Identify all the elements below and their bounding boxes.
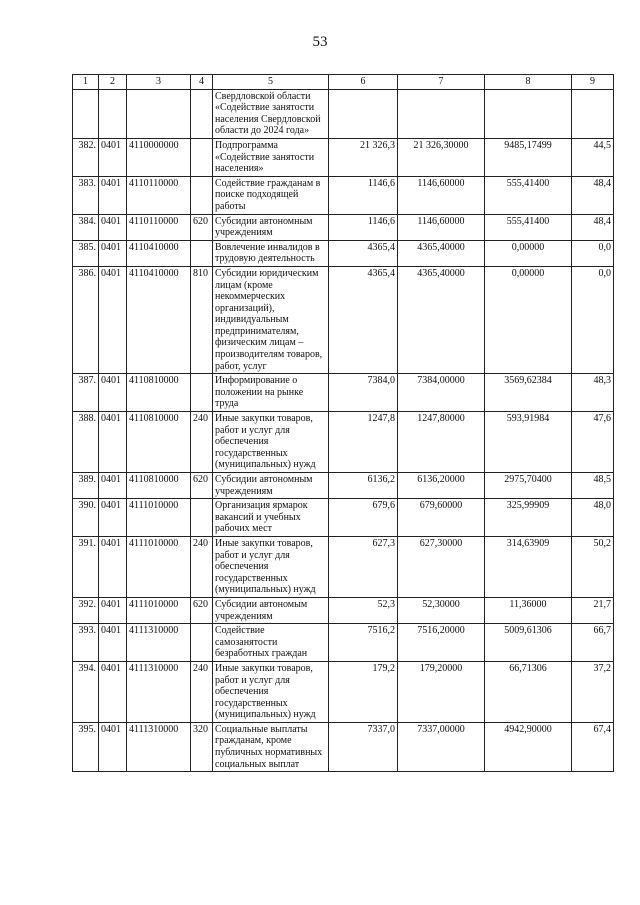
expense-type-cell: 620: [191, 473, 213, 499]
column-header: 5: [213, 75, 329, 90]
actual-amount-cell: 593,91984: [485, 412, 572, 473]
planned-amount-cell: [329, 89, 398, 138]
table-row: [73, 176, 614, 214]
actual-amount-cell: 2975,70400: [485, 473, 572, 499]
execution-percent-cell: 48,5: [572, 473, 614, 499]
planned-exact-cell: 4365,40000: [398, 240, 485, 266]
section-code-cell: 0401: [99, 624, 127, 662]
column-number-header-row: [73, 75, 614, 90]
target-article-cell: 4110810000: [127, 374, 191, 412]
execution-percent-cell: [572, 89, 614, 138]
section-code-cell: 0401: [99, 597, 127, 623]
table-row: [73, 374, 614, 412]
row-number-cell: 384.: [73, 214, 99, 240]
item-name-cell: Информирование о положении на рынке труда: [213, 374, 329, 412]
expense-type-cell: 620: [191, 597, 213, 623]
execution-percent-cell: 48,0: [572, 499, 614, 537]
execution-percent-cell: 48,4: [572, 176, 614, 214]
actual-amount-cell: 0,00000: [485, 266, 572, 373]
planned-amount-cell: 52,3: [329, 597, 398, 623]
section-code-cell: 0401: [99, 240, 127, 266]
actual-amount-cell: 325,99909: [485, 499, 572, 537]
row-number-cell: 391.: [73, 536, 99, 597]
table-row: [73, 624, 614, 662]
expense-type-cell: 240: [191, 661, 213, 722]
row-number-cell: 388.: [73, 412, 99, 473]
item-name-cell: Содействие самозанятости безработных граждан: [213, 624, 329, 662]
actual-amount-cell: 314,63909: [485, 536, 572, 597]
table-row: [73, 597, 614, 623]
row-number-cell: 395.: [73, 722, 99, 771]
section-code-cell: 0401: [99, 661, 127, 722]
target-article-cell: 4110110000: [127, 214, 191, 240]
actual-amount-cell: 11,36000: [485, 597, 572, 623]
table-row: [73, 722, 614, 771]
item-name-cell: Подпрограмма «Содействие занятости населения»: [213, 138, 329, 176]
table-row: [73, 473, 614, 499]
column-header: 6: [329, 75, 398, 90]
row-number-cell: 383.: [73, 176, 99, 214]
target-article-cell: 4110000000: [127, 138, 191, 176]
item-name-cell: Свердловской области «Содействие занятости населения Свердловской области до 2024 года»: [213, 89, 329, 138]
item-name-cell: Содействие гражданам в поиске подходящей работы: [213, 176, 329, 214]
table-row: [73, 240, 614, 266]
planned-exact-cell: 4365,40000: [398, 266, 485, 373]
expense-type-cell: [191, 240, 213, 266]
target-article-cell: 4111010000: [127, 597, 191, 623]
table-row: [73, 266, 614, 373]
expense-type-cell: [191, 624, 213, 662]
target-article-cell: 4111310000: [127, 624, 191, 662]
section-code-cell: 0401: [99, 722, 127, 771]
row-number-cell: 386.: [73, 266, 99, 373]
column-header: 4: [191, 75, 213, 90]
row-number-cell: 382.: [73, 138, 99, 176]
planned-amount-cell: 21 326,3: [329, 138, 398, 176]
column-header: 9: [572, 75, 614, 90]
planned-exact-cell: 7337,00000: [398, 722, 485, 771]
planned-amount-cell: 7384,0: [329, 374, 398, 412]
planned-exact-cell: 52,30000: [398, 597, 485, 623]
target-article-cell: 4110410000: [127, 240, 191, 266]
planned-exact-cell: 1146,60000: [398, 176, 485, 214]
section-code-cell: 0401: [99, 176, 127, 214]
planned-exact-cell: 179,20000: [398, 661, 485, 722]
item-name-cell: Иные закупки товаров, работ и услуг для обеспечения государственных (муниципальных) нужд: [213, 661, 329, 722]
actual-amount-cell: 555,41400: [485, 214, 572, 240]
execution-percent-cell: 50,2: [572, 536, 614, 597]
actual-amount-cell: 555,41400: [485, 176, 572, 214]
item-name-cell: Организация ярмарок вакансий и учебных рабочих мест: [213, 499, 329, 537]
column-header: 2: [99, 75, 127, 90]
table-row: [73, 661, 614, 722]
table-row: [73, 499, 614, 537]
expense-type-cell: [191, 89, 213, 138]
target-article-cell: 4110810000: [127, 412, 191, 473]
planned-exact-cell: 7384,00000: [398, 374, 485, 412]
planned-amount-cell: 679,6: [329, 499, 398, 537]
column-header: 8: [485, 75, 572, 90]
column-header: 7: [398, 75, 485, 90]
planned-exact-cell: 7516,20000: [398, 624, 485, 662]
actual-amount-cell: 9485,17499: [485, 138, 572, 176]
target-article-cell: [127, 89, 191, 138]
planned-amount-cell: 4365,4: [329, 266, 398, 373]
row-number-cell: 393.: [73, 624, 99, 662]
planned-amount-cell: 179,2: [329, 661, 398, 722]
row-number-cell: 387.: [73, 374, 99, 412]
section-code-cell: 0401: [99, 138, 127, 176]
planned-amount-cell: 1146,6: [329, 176, 398, 214]
execution-percent-cell: 48,4: [572, 214, 614, 240]
planned-exact-cell: 679,60000: [398, 499, 485, 537]
planned-amount-cell: 7516,2: [329, 624, 398, 662]
table-row: [73, 536, 614, 597]
item-name-cell: Иные закупки товаров, работ и услуг для обеспечения государственных (муниципальных) нужд: [213, 412, 329, 473]
item-name-cell: Субсидии юридическим лицам (кроме некоммерческих организаций), индивидуальным предпринимателям, физическим лицам – производителям товаров, работ, услуг: [213, 266, 329, 373]
execution-percent-cell: 67,4: [572, 722, 614, 771]
column-header: 1: [73, 75, 99, 90]
section-code-cell: [99, 89, 127, 138]
planned-amount-cell: 4365,4: [329, 240, 398, 266]
target-article-cell: 4110810000: [127, 473, 191, 499]
target-article-cell: 4111010000: [127, 536, 191, 597]
expense-type-cell: [191, 176, 213, 214]
execution-percent-cell: 0,0: [572, 266, 614, 373]
execution-percent-cell: 0,0: [572, 240, 614, 266]
target-article-cell: 4110410000: [127, 266, 191, 373]
planned-amount-cell: 6136,2: [329, 473, 398, 499]
expense-type-cell: 620: [191, 214, 213, 240]
item-name-cell: Субсидии автономным учреждениям: [213, 214, 329, 240]
row-number-cell: 390.: [73, 499, 99, 537]
expense-type-cell: 240: [191, 412, 213, 473]
planned-amount-cell: 1146,6: [329, 214, 398, 240]
section-code-cell: 0401: [99, 536, 127, 597]
actual-amount-cell: [485, 89, 572, 138]
column-header: 3: [127, 75, 191, 90]
row-number-cell: 385.: [73, 240, 99, 266]
row-number-cell: 394.: [73, 661, 99, 722]
expense-type-cell: 240: [191, 536, 213, 597]
table-row: [73, 89, 614, 138]
section-code-cell: 0401: [99, 412, 127, 473]
actual-amount-cell: 66,71306: [485, 661, 572, 722]
planned-amount-cell: 627,3: [329, 536, 398, 597]
table-row: [73, 214, 614, 240]
planned-exact-cell: 627,30000: [398, 536, 485, 597]
planned-exact-cell: [398, 89, 485, 138]
execution-percent-cell: 37,2: [572, 661, 614, 722]
execution-percent-cell: 21,7: [572, 597, 614, 623]
section-code-cell: 0401: [99, 266, 127, 373]
planned-exact-cell: 1247,80000: [398, 412, 485, 473]
expense-type-cell: [191, 374, 213, 412]
target-article-cell: 4111310000: [127, 661, 191, 722]
expense-type-cell: 810: [191, 266, 213, 373]
section-code-cell: 0401: [99, 374, 127, 412]
actual-amount-cell: 3569,62384: [485, 374, 572, 412]
expense-type-cell: [191, 499, 213, 537]
target-article-cell: 4110110000: [127, 176, 191, 214]
row-number-cell: 389.: [73, 473, 99, 499]
row-number-cell: 392.: [73, 597, 99, 623]
item-name-cell: Иные закупки товаров, работ и услуг для обеспечения государственных (муниципальных) нужд: [213, 536, 329, 597]
section-code-cell: 0401: [99, 499, 127, 537]
expense-type-cell: 320: [191, 722, 213, 771]
planned-exact-cell: 6136,20000: [398, 473, 485, 499]
execution-percent-cell: 47,6: [572, 412, 614, 473]
actual-amount-cell: 5009,61306: [485, 624, 572, 662]
item-name-cell: Вовлечение инвалидов в трудовую деятельность: [213, 240, 329, 266]
target-article-cell: 4111010000: [127, 499, 191, 537]
page-number: 53: [312, 34, 328, 50]
execution-percent-cell: 66,7: [572, 624, 614, 662]
actual-amount-cell: 4942,90000: [485, 722, 572, 771]
item-name-cell: Субсидии автономым учреждениям: [213, 597, 329, 623]
execution-percent-cell: 44,5: [572, 138, 614, 176]
budget-table: [72, 74, 614, 772]
planned-exact-cell: 1146,60000: [398, 214, 485, 240]
table-row: [73, 138, 614, 176]
section-code-cell: 0401: [99, 473, 127, 499]
expense-type-cell: [191, 138, 213, 176]
execution-percent-cell: 48,3: [572, 374, 614, 412]
target-article-cell: 4111310000: [127, 722, 191, 771]
table-row: [73, 412, 614, 473]
planned-amount-cell: 1247,8: [329, 412, 398, 473]
item-name-cell: Субсидии автономным учреждениям: [213, 473, 329, 499]
actual-amount-cell: 0,00000: [485, 240, 572, 266]
item-name-cell: Социальные выплаты гражданам, кроме публичных нормативных социальных выплат: [213, 722, 329, 771]
row-number-cell: [73, 89, 99, 138]
planned-exact-cell: 21 326,30000: [398, 138, 485, 176]
section-code-cell: 0401: [99, 214, 127, 240]
planned-amount-cell: 7337,0: [329, 722, 398, 771]
